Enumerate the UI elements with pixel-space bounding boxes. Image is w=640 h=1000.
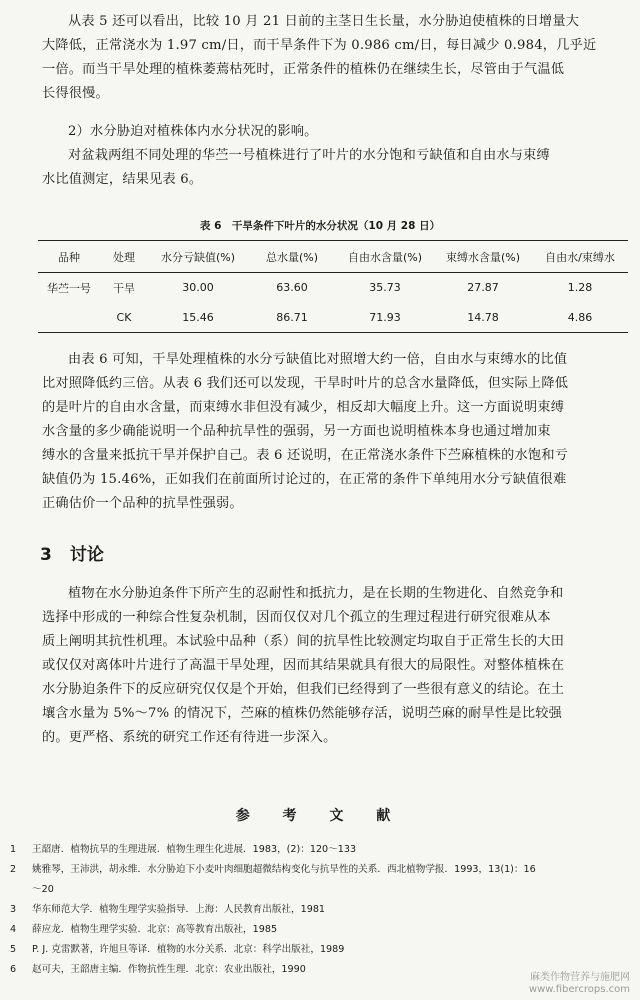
table-cell: 35.73 xyxy=(369,281,401,295)
reference-item xyxy=(10,860,630,880)
text-line: 水含量的多少确能说明一个品种抗旱性的强弱，另一方面也说明植株本身也通过增加束 xyxy=(42,424,551,439)
text-line: 壤含水量为 5%～7% 的情况下，苎麻的植株仍然能够存活，说明苎麻的耐旱性是比较强 xyxy=(42,706,562,721)
reference-text: 王韶唐．植物抗旱的生理进展．植物生理生化进展．1983，(2)：120～133 xyxy=(32,844,357,855)
reference-continuation xyxy=(10,880,630,900)
text-line: 2）水分胁迫对植株体内水分状况的影响。 xyxy=(68,124,318,139)
table-row xyxy=(38,273,628,303)
subheading-water-status xyxy=(42,120,640,144)
text-line: 大降低，正常浇水为 1.97 cm/日，而干旱条件下为 0.986 cm/日，每日减少 0.984，几乎近 xyxy=(42,38,597,53)
text-line: 缚水的含量来抵抗干旱并保护自己。表 6 还说明，在正常浇水条件下苎麻植株的水饱和亏 xyxy=(42,448,569,463)
header-cell: 品种 xyxy=(38,241,100,273)
reference-number: 6 xyxy=(10,964,17,975)
table-cell: 4.86 xyxy=(532,303,628,333)
reference-number: 4 xyxy=(10,924,17,935)
table-cell: 1.28 xyxy=(567,281,593,295)
text-line: 的是叶片的自由水含量，而束缚水非但没有减少，相反却大幅度上升。这一方面说明束缚 xyxy=(42,400,565,415)
text-line: 的。更严格、系统的研究工作还有待进一步深入。 xyxy=(42,730,337,745)
paragraph-table-analysis xyxy=(42,348,640,516)
reference-item xyxy=(10,940,630,960)
text-line: 缺值仍为 15.46%，正如我们在前面所讨论过的，在正常的条件下单纯用水分亏缺值很难 xyxy=(42,472,567,487)
text-line: 水分胁迫条件下的反应研究仅仅是个开始，但我们已经得到了一些很有意义的结论。在土 xyxy=(42,682,565,697)
text-line: 质上阐明其抗性机理。本试验中品种（系）间的抗旱性比较测定均取自于正常生长的大田 xyxy=(42,634,565,649)
table-caption: 表 6 干旱条件下叶片的水分状况（10 月 28 日） xyxy=(199,220,441,232)
text-line: 水比值测定，结果见表 6。 xyxy=(42,172,203,187)
reference-text: 赵可夫，王韶唐主编．作物抗性生理．北京：农业出版社，1990 xyxy=(32,964,306,975)
header-cell: 处理 xyxy=(100,241,148,273)
table-cell: 63.60 xyxy=(276,281,308,295)
reference-text: 华东师范大学．植物生理学实验指导．上海：人民教育出版社，1981 xyxy=(32,904,326,915)
site-watermark xyxy=(529,972,630,996)
reference-number: 1 xyxy=(10,844,17,855)
table-cell: 27.87 xyxy=(467,281,499,295)
header-cell: 自由水含量(%) xyxy=(336,241,434,273)
reference-text: 薛应龙．植物生理学实验．北京：高等教育出版社，1985 xyxy=(32,924,278,935)
reference-item xyxy=(10,840,630,860)
text-line: 长得很慢。 xyxy=(42,86,109,101)
table-header-row xyxy=(38,241,628,273)
watermark-line: www.fibercrops.com xyxy=(528,984,630,995)
reference-number: 5 xyxy=(10,944,17,955)
table-cell: 86.71 xyxy=(248,303,336,333)
section-heading xyxy=(40,540,104,565)
reference-number: 3 xyxy=(10,904,17,915)
table-cell: 15.46 xyxy=(148,303,248,333)
paragraph-discussion xyxy=(42,582,640,750)
references-list xyxy=(10,840,630,980)
table-cell: 30.00 xyxy=(182,281,214,295)
text-line: 选择中形成的一种综合性复杂机制，因而仅仅对几个孤立的生理过程进行研究很难从本 xyxy=(42,610,551,625)
table-cell: 干旱 xyxy=(113,281,135,295)
section-title: 讨论 xyxy=(69,545,104,565)
section-number: 3 xyxy=(40,545,52,565)
watermark-line: 麻类作物营养与施肥网 xyxy=(530,972,630,983)
text-line: 由表 6 可知，干旱处理植株的水分亏缺值比对照增大约一倍，自由水与束缚水的比值 xyxy=(68,352,568,367)
reference-item xyxy=(10,920,630,940)
reference-text: P. J. 克雷默著，许旭旦等译．植物的水分关系．北京：科学出版社，1989 xyxy=(32,944,345,955)
text-line: 比对照降低约三倍。从表 6 我们还可以发现，干旱时叶片的总含水量降低，但实际上降低 xyxy=(42,376,569,391)
reference-item xyxy=(10,900,630,920)
text-line: 一倍。而当干旱处理的植株萎蔫枯死时，正常条件的植株仍在继续生长，尽管由于气温低 xyxy=(42,62,565,77)
text-line: 或仅仅对离体叶片进行了高温干旱处理，因而其结果就具有很大的局限性。对整体植株在 xyxy=(42,658,565,673)
text-line: 对盆栽两组不同处理的华苎一号植株进行了叶片的水分饱和亏缺值和自由水与束缚 xyxy=(68,148,550,163)
table-cell xyxy=(38,303,100,333)
table-6 xyxy=(38,240,628,333)
table-cell: 71.93 xyxy=(336,303,434,333)
header-cell: 自由水/束缚水 xyxy=(532,241,628,273)
paragraph-growth-comparison xyxy=(42,10,640,106)
paragraph-measurement xyxy=(42,144,640,192)
table-cell: 华苎一号 xyxy=(47,281,91,295)
reference-text: 姚雅琴，王沛洪，胡永维．水分胁迫下小麦叶肉细胞超微结构变化与抗旱性的关系．西北植物学报．1993，13(1)：16 xyxy=(32,864,536,875)
text-line: 植物在水分胁迫条件下所产生的忍耐性和抵抗力，是在长期的生物进化、自然竞争和 xyxy=(68,586,564,601)
table-row xyxy=(38,303,628,333)
table-cell: CK xyxy=(100,303,148,333)
text-line: 从表 5 还可以看出，比较 10 月 21 日前的主茎日生长量，水分胁迫使植株的日增量大 xyxy=(68,14,580,29)
header-cell: 束缚水含量(%) xyxy=(434,241,532,273)
references-heading: 参 考 文 献 xyxy=(235,808,405,824)
reference-number: 2 xyxy=(10,864,17,875)
table-cell: 14.78 xyxy=(434,303,532,333)
reference-text: ～20 xyxy=(32,884,54,895)
header-cell: 水分亏缺值(%) xyxy=(148,241,248,273)
header-cell: 总水量(%) xyxy=(248,241,336,273)
text-line: 正确估价一个品种的抗旱性强弱。 xyxy=(42,496,243,511)
